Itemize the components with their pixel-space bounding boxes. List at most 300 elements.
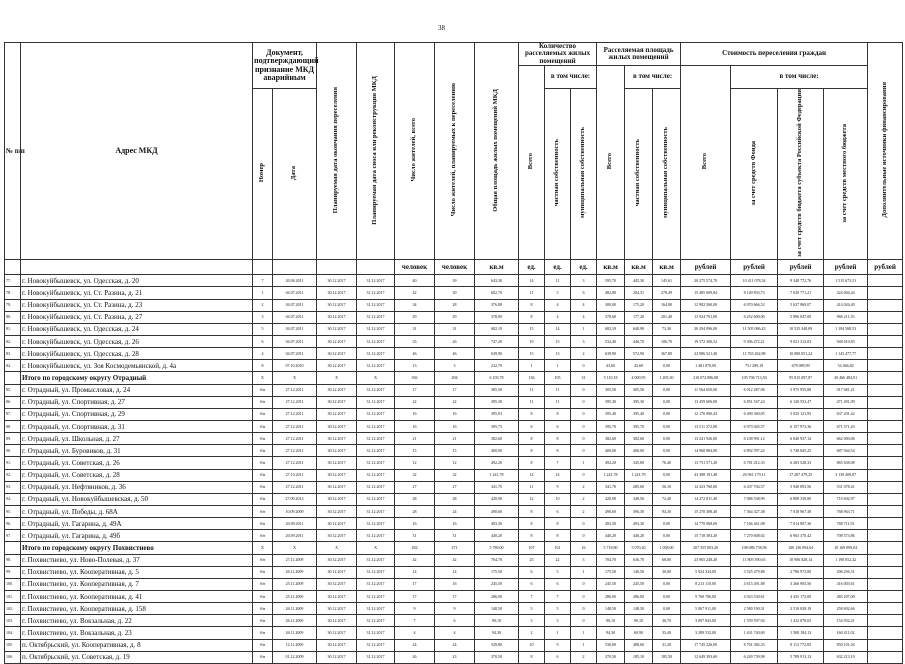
area-total: 704,70 [597, 554, 625, 566]
cost-fund: 108 086 758,96 [731, 542, 778, 554]
row-number: 80. [5, 311, 21, 323]
planned-end: 30.12.2017 [317, 481, 357, 493]
rooms-private: 8 [545, 433, 571, 445]
total-area: 490,60 [475, 506, 519, 518]
extra-sources [868, 542, 903, 554]
rooms-total: 136 [519, 372, 545, 384]
area-private: 177,20 [625, 311, 653, 323]
doc-number: X [253, 542, 273, 554]
cost-fund: 11 505 086,43 [731, 323, 778, 335]
cost-fund: 6 490 360,05 [731, 408, 778, 420]
rooms-municipal: 2 [571, 506, 597, 518]
cost-total: 17 745 226,00 [681, 639, 731, 651]
cost-local: 948 610,83 [824, 336, 868, 348]
planned-end: 30.12.2017 [317, 396, 357, 408]
header-cost: Стоимость переселения граждан [681, 43, 868, 66]
total-area: 341,70 [475, 481, 519, 493]
planned-demolition: 31.12.2017 [357, 336, 395, 348]
total-area: 682,19 [475, 323, 519, 335]
row-address: г. Новокуйбышевск, ул. Одесская, д. 24 [21, 323, 253, 335]
cost-fund: 6 851 547,24 [731, 396, 778, 408]
cost-subject: 6 265 528,33 [778, 457, 824, 469]
cost-total: 15 718 383,20 [681, 530, 731, 542]
total-area: 286,00 [475, 591, 519, 603]
area-private: 400,00 [625, 445, 653, 457]
cost-total: 13 511 372,00 [681, 421, 731, 433]
residents-planned: 31 [435, 323, 475, 335]
area-total: 5 110,18 [597, 372, 625, 384]
rooms-municipal: 1 [571, 566, 597, 578]
row-number: 99. [5, 566, 21, 578]
extra-sources [868, 396, 903, 408]
header-cost-local: за счет средств местного бюджета [824, 89, 868, 260]
area-municipal: 106,70 [653, 336, 681, 348]
cost-total: 5 924 334,00 [681, 566, 731, 578]
cost-total: 12 323 760,00 [681, 481, 731, 493]
cost-total: 43 388 191,48 [681, 469, 731, 481]
cost-local: 966 211,35 [824, 311, 868, 323]
rooms-total: 6 [519, 566, 545, 578]
extra-sources [868, 311, 903, 323]
area-total: 682,19 [597, 323, 625, 335]
residents-total: 16 [395, 518, 435, 530]
residents-total: 13 [395, 360, 435, 372]
area-private: 396,30 [625, 506, 653, 518]
row-address: г. Новокуйбышевск, ул. Ст. Разина, д. 23 [21, 299, 253, 311]
planned-demolition: X [357, 542, 395, 554]
residents-total: 27 [395, 481, 435, 493]
total-area: 639,90 [475, 348, 519, 360]
doc-number: б/н [253, 651, 273, 663]
rooms-private: 8 [545, 530, 571, 542]
area-municipal: 0,00 [653, 360, 681, 372]
rooms-private: 13 [545, 348, 571, 360]
planned-demolition: 31.12.2017 [357, 578, 395, 590]
cost-total: 14 272 811,40 [681, 493, 731, 505]
doc-date: 27.10.2011 [273, 469, 317, 481]
extra-sources [868, 481, 903, 493]
extra-sources [868, 336, 903, 348]
area-municipal: 0,00 [653, 591, 681, 603]
area-total: 482,80 [597, 287, 625, 299]
header-doc-number: Номер [253, 89, 273, 260]
total-area: 492,20 [475, 457, 519, 469]
row-address: г. Отрадный, ул. Школьная, д. 27 [21, 433, 253, 445]
cost-subject: 10 525 348,09 [778, 323, 824, 335]
cost-total: 12 982 560,00 [681, 299, 731, 311]
area-municipal: 201,40 [653, 311, 681, 323]
area-private: 90,10 [625, 615, 653, 627]
residents-planned: 22 [435, 396, 475, 408]
planned-end: 30.12.2017 [317, 433, 357, 445]
area-total: 90,10 [597, 615, 625, 627]
area-private: 493,30 [625, 518, 653, 530]
area-municipal: 0,00 [653, 408, 681, 420]
extra-sources [868, 372, 903, 384]
planned-end: 30.12.2017 [317, 566, 357, 578]
rooms-municipal: 2 [571, 493, 597, 505]
total-area: 704,70 [475, 554, 519, 566]
residents-total: 282 [395, 542, 435, 554]
cost-local: 662 000,06 [824, 433, 868, 445]
header-planned-demolition: Планируемая дата сноса или реконструкции МКД [357, 43, 395, 260]
row-number [5, 542, 21, 554]
row-address: г. Новокуйбышевск, ул. Одесская, д. 20 [21, 275, 253, 287]
residents-total: 24 [395, 639, 435, 651]
row-number: 104. [5, 627, 21, 639]
table-row [5, 591, 903, 603]
area-municipal: 94,30 [653, 506, 681, 518]
residents-planned: 6 [435, 615, 475, 627]
cost-total: 19 572 300,52 [681, 336, 731, 348]
residents-total: 9 [395, 603, 435, 615]
area-total: 5 718,80 [597, 542, 625, 554]
residents-planned: 14 [435, 566, 475, 578]
cost-local: 1 194 568,53 [824, 323, 868, 335]
row-address: г. Новокуйбышевск, ул. Ст. Разина, д. 27 [21, 311, 253, 323]
table-row [5, 433, 903, 445]
row-address: Итого по городскому округу Похвистнево [21, 542, 253, 554]
extra-sources [868, 299, 903, 311]
row-address: г. Отрадный, ул. Спортивная, д. 31 [21, 421, 253, 433]
planned-demolition: 31.12.2017 [357, 639, 395, 651]
area-total: 395,70 [597, 421, 625, 433]
cost-local: 20 466 484,91 [824, 372, 868, 384]
cost-total: 8 213 110,00 [681, 578, 731, 590]
rooms-municipal: 3 [571, 275, 597, 287]
total-area: 6 103,78 [475, 372, 519, 384]
total-area: 529,80 [475, 639, 519, 651]
rooms-total: 8 [519, 506, 545, 518]
total-area: 94,30 [475, 627, 519, 639]
cost-total: 20 294 096,00 [681, 323, 731, 335]
resettlement-table [4, 42, 903, 664]
area-private: 146,50 [625, 566, 653, 578]
doc-number: 3 [253, 311, 273, 323]
residents-total: 4 [395, 627, 435, 639]
rooms-municipal: 0 [571, 615, 597, 627]
residents-total: 31 [395, 530, 435, 542]
rooms-municipal: 6 [571, 287, 597, 299]
cost-fund: 3 525 479,88 [731, 566, 778, 578]
area-municipal: 36,70 [653, 615, 681, 627]
extra-sources [868, 408, 903, 420]
unit-m2: кв.м [653, 260, 681, 275]
residents-total: 31 [395, 323, 435, 335]
cost-local: 850 101,04 [824, 639, 868, 651]
planned-end: 30.12.2017 [317, 408, 357, 420]
table-row [5, 639, 903, 651]
residents-planned: 16 [435, 408, 475, 420]
cost-local: 671 571,43 [824, 421, 868, 433]
planned-demolition: 31.12.2017 [357, 299, 395, 311]
cost-fund: 7 166 461,08 [731, 518, 778, 530]
area-private: 4 000,95 [625, 372, 653, 384]
doc-number: 1 [253, 287, 273, 299]
header-rooms-count: Количество расселяемых жилых помещений [519, 43, 597, 66]
rooms-private: 8 [545, 445, 571, 457]
planned-end: X [317, 542, 357, 554]
area-total: 94,30 [597, 627, 625, 639]
area-total: 341,70 [597, 481, 625, 493]
row-number: 78. [5, 287, 21, 299]
area-private: 1 241,78 [625, 469, 653, 481]
table-row [5, 384, 903, 396]
total-area: 602,70 [475, 287, 519, 299]
total-area: 382,60 [475, 433, 519, 445]
rooms-total: 11 [519, 384, 545, 396]
row-address: г. Отрадный, ул. Победы, д. 68А [21, 506, 253, 518]
planned-demolition: 31.12.2017 [357, 384, 395, 396]
rooms-private: 9 [545, 481, 571, 493]
doc-number: б/н [253, 396, 273, 408]
area-private: 305,50 [625, 384, 653, 396]
extra-sources [868, 603, 903, 615]
header-doc-date: Дата [273, 89, 317, 260]
row-number: 102. [5, 603, 21, 615]
area-private: 395,30 [625, 396, 653, 408]
cost-subject: 7 014 807,36 [778, 518, 824, 530]
total-area: 747,20 [475, 336, 519, 348]
doc-date: X [273, 372, 317, 384]
cost-total: 210 072 086,08 [681, 372, 731, 384]
rooms-total: 14 [519, 275, 545, 287]
residents-planned: 271 [435, 542, 475, 554]
cost-fund: 20 961 179,11 [731, 469, 778, 481]
row-address: г. Похвистнево, ул. Кооперативная, д. 158 [21, 603, 253, 615]
doc-number: 2 [253, 299, 273, 311]
rooms-private: 4 [545, 311, 571, 323]
extra-sources [868, 578, 903, 590]
table-row [5, 554, 903, 566]
residents-planned: 42 [435, 554, 475, 566]
table-row [5, 530, 903, 542]
header-area-resettled: Расселяемая площадь жилых помещений [597, 43, 681, 66]
doc-number: б/н [253, 603, 273, 615]
area-total: 532,40 [597, 336, 625, 348]
rooms-municipal: 2 [571, 348, 597, 360]
cost-total: 12 649 393,60 [681, 651, 731, 663]
area-municipal: 0,00 [653, 469, 681, 481]
row-number: 88. [5, 421, 21, 433]
area-total: 175,50 [597, 566, 625, 578]
row-number: 79. [5, 299, 21, 311]
doc-date: 04.07.2011 [273, 336, 317, 348]
rooms-private: 22 [545, 554, 571, 566]
area-municipal: 72,40 [653, 493, 681, 505]
table-row [5, 651, 903, 663]
planned-demolition: 31.12.2017 [357, 554, 395, 566]
cost-total: 14 770 968,00 [681, 518, 731, 530]
header-planned-end: Планируемая дата окончания переселения [317, 43, 357, 260]
table-row [5, 336, 903, 348]
planned-end: 30.12.2017 [317, 323, 357, 335]
area-private: 640,90 [625, 323, 653, 335]
planned-demolition: X [357, 372, 395, 384]
rooms-municipal: 0 [571, 421, 597, 433]
residents-planned: 26 [435, 336, 475, 348]
residents-total: 28 [395, 506, 435, 518]
cost-fund: 11 805 590,63 [731, 554, 778, 566]
residents-total: 356 [395, 372, 435, 384]
rooms-total: 8 [519, 299, 545, 311]
row-number: 95. [5, 506, 21, 518]
area-municipal: 30,00 [653, 566, 681, 578]
planned-demolition: 31.12.2017 [357, 603, 395, 615]
cost-local: 017 681,21 [824, 384, 868, 396]
area-total: 400,00 [597, 445, 625, 457]
doc-date: 26.11.2009 [273, 603, 317, 615]
residents-planned: 39 [435, 275, 475, 287]
planned-demolition: 31.12.2017 [357, 651, 395, 663]
cost-fund: 1 631 740,69 [731, 627, 778, 639]
row-number: 85. [5, 384, 21, 396]
doc-number: б/н [253, 408, 273, 420]
rooms-total: 8 [519, 311, 545, 323]
area-municipal: 145,61 [653, 275, 681, 287]
planned-demolition: 31.12.2017 [357, 469, 395, 481]
header-residents-total: Число жителей, всего [395, 43, 435, 260]
total-area: 5 789,00 [475, 542, 519, 554]
doc-date: 04.07.2011 [273, 287, 317, 299]
rooms-total: 15 [519, 348, 545, 360]
doc-date: 26.11.2009 [273, 615, 317, 627]
header-residents-planned: Число жителей, планируемых к переселению [435, 43, 475, 260]
rooms-total: 7 [519, 591, 545, 603]
extra-sources [868, 445, 903, 457]
cost-subject: 5 637 869,07 [778, 299, 824, 311]
planned-demolition: 31.12.2017 [357, 396, 395, 408]
cost-total: 20 275 574,70 [681, 275, 731, 287]
header-area-total: Всего [597, 66, 625, 260]
row-address: г. Похвистнево, ул. Вокзальная, д. 22 [21, 615, 253, 627]
rooms-total: 107 [519, 542, 545, 554]
header-cost-fund: за счет средств Фонда [731, 89, 778, 260]
area-total: 245,50 [597, 578, 625, 590]
doc-date: 20.09.2011 [273, 530, 317, 542]
rooms-municipal: 0 [571, 603, 597, 615]
rooms-municipal: 4 [571, 311, 597, 323]
cost-total: 207 355 803,20 [681, 542, 731, 554]
cost-subject: 1 508 184,13 [778, 627, 824, 639]
cost-subject: 5 940 893,56 [778, 481, 824, 493]
cost-local: 632 213,19 [824, 651, 868, 663]
residents-total: 16 [395, 421, 435, 433]
total-area: 1 241,78 [475, 469, 519, 481]
rooms-private: 1 [545, 627, 571, 639]
area-total: 300,00 [597, 299, 625, 311]
rooms-total: 11 [519, 287, 545, 299]
cost-total: 12 170 000,43 [681, 408, 731, 420]
area-total: 440,20 [597, 530, 625, 542]
cost-subject: 7 018 967,38 [778, 506, 824, 518]
planned-end: 30.12.2017 [317, 336, 357, 348]
planned-end: 30.12.2017 [317, 615, 357, 627]
table-row [5, 348, 903, 360]
extra-sources [868, 530, 903, 542]
row-address: п. Октябрьский, ул. Кооперативная, д. 8 [21, 639, 253, 651]
row-number [5, 372, 21, 384]
residents-planned: 31 [435, 530, 475, 542]
total-row [5, 372, 903, 384]
table-row [5, 627, 903, 639]
area-private: 185,10 [625, 651, 653, 663]
rooms-private: 6 [545, 651, 571, 663]
doc-date: 27.12.2011 [273, 445, 317, 457]
doc-date: 20.09.2011 [273, 518, 317, 530]
table-row [5, 469, 903, 481]
doc-date: 27.09.2013 [273, 493, 317, 505]
rooms-municipal: 0 [571, 469, 597, 481]
rooms-municipal: 1 [571, 639, 597, 651]
rooms-municipal: 3 [571, 336, 597, 348]
cost-subject: 6 808 339,80 [778, 493, 824, 505]
doc-date: 27.12.2011 [273, 433, 317, 445]
rooms-municipal: 1 [571, 627, 597, 639]
cost-fund: 1 559 597,94 [731, 615, 778, 627]
row-address: Итого по городскому округу Отрадный [21, 372, 253, 384]
cost-total: 3 289 532,00 [681, 627, 731, 639]
planned-end: 30.12.2017 [317, 360, 357, 372]
planned-end: 30.12.2017 [317, 384, 357, 396]
planned-end: 30.12.2017 [317, 591, 357, 603]
cost-total: 14 968 884,00 [681, 445, 731, 457]
table-row [5, 287, 903, 299]
doc-date: 26.11.2009 [273, 566, 317, 578]
total-area: 305,50 [475, 384, 519, 396]
residents-planned: 30 [435, 287, 475, 299]
doc-date: 25.11.2009 [273, 578, 317, 590]
area-private: 348,56 [625, 493, 653, 505]
residents-planned: 24 [435, 506, 475, 518]
cost-local: 10 169 099,04 [824, 542, 868, 554]
residents-planned: 4 [435, 627, 475, 639]
residents-total: 42 [395, 287, 435, 299]
residents-planned: 9 [435, 603, 475, 615]
total-area: 90,10 [475, 615, 519, 627]
area-private: 395,40 [625, 408, 653, 420]
header-area-municipal: муниципальная собственность [653, 89, 681, 260]
row-address: г. Похвистнево, ул. Кооперативная, д. 41 [21, 591, 253, 603]
rooms-private: 5 [545, 566, 571, 578]
cost-local: 637 201,42 [824, 408, 868, 420]
cost-subject: 5 975 955,88 [778, 384, 824, 396]
unit-rub: рублей [778, 260, 824, 275]
doc-number: б/н [253, 566, 273, 578]
rooms-municipal: 31 [571, 372, 597, 384]
area-private: 446,70 [625, 336, 653, 348]
header-total-area: Общая площадь жилых помещений МКД [475, 43, 519, 260]
area-municipal: 0,00 [653, 578, 681, 590]
extra-sources [868, 506, 903, 518]
table-row [5, 421, 903, 433]
rooms-total: 11 [519, 396, 545, 408]
area-private: 5 070,20 [625, 542, 653, 554]
rooms-total: 25 [519, 554, 545, 566]
residents-total: 17 [395, 384, 435, 396]
extra-sources [868, 360, 903, 372]
row-address: г. Отрадный, ул. Новокуйбышевская, д. 50 [21, 493, 253, 505]
planned-end: 30.12.2017 [317, 421, 357, 433]
planned-demolition: 31.12.2017 [357, 311, 395, 323]
unit-people: человек [395, 260, 435, 275]
planned-demolition: 31.12.2017 [357, 348, 395, 360]
rooms-municipal: 0 [571, 360, 597, 372]
total-area: 376,88 [475, 299, 519, 311]
planned-demolition: 31.12.2017 [357, 408, 395, 420]
cost-subject: 7 020 771,21 [778, 287, 824, 299]
cost-local: 416 003,61 [824, 578, 868, 590]
